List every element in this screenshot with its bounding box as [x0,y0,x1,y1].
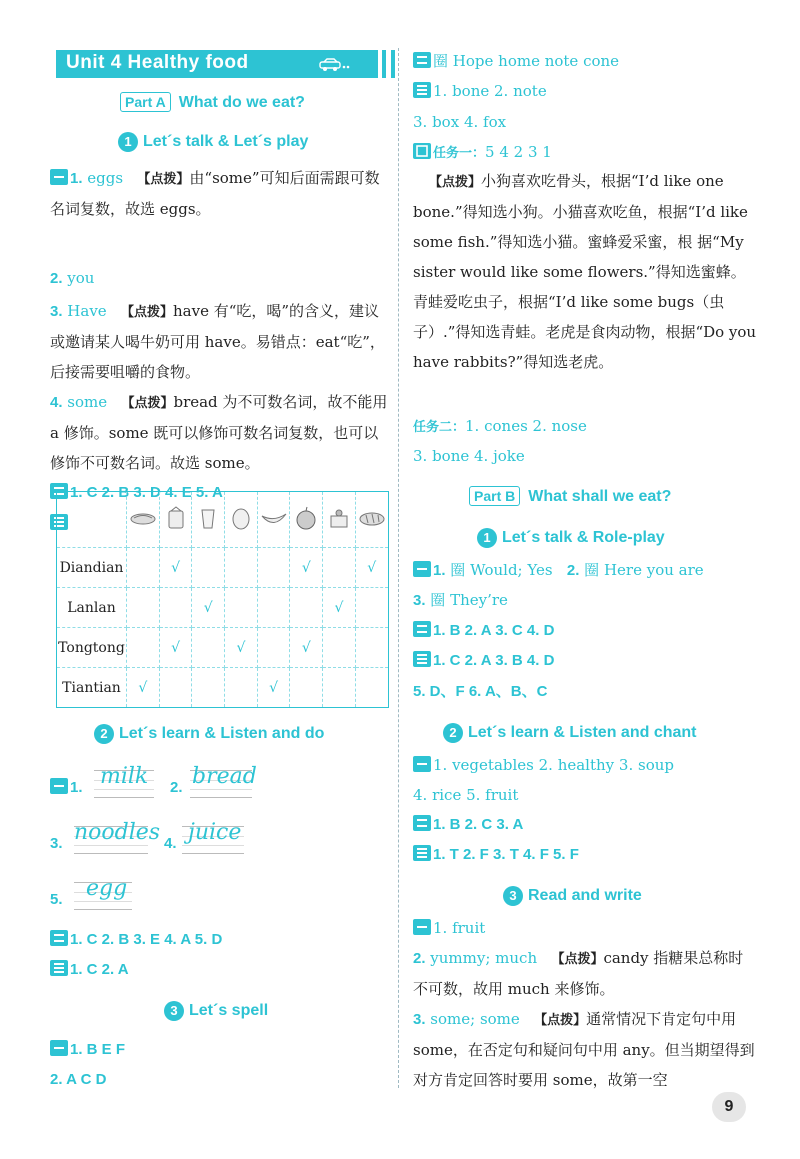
car-icon [316,58,350,72]
b1-q3-answers-cont: 5. D、F 6. A、B、C [413,683,548,700]
handwriting-3-number: 3. [50,835,63,852]
handwriting-answer-5: egg [86,876,128,901]
milk-bag-icon [159,492,192,548]
section-1-title: Let´s talk & Let´s play [143,133,309,150]
table-row: Diandian √ √ √ [57,548,389,588]
b1-q1-answers: 1. 圈 Would; Yes 2. 圈 Here you are [413,560,704,581]
b2-q3-answers: 1. T 2. F 3. T 4. F 5. F [413,845,579,865]
section-1-heading [118,132,308,152]
section-b3-heading [503,886,642,906]
question-1-icon [413,561,431,577]
part-b-label: Part B [469,486,520,506]
b2-q2-answers: 1. B 2. C 3. A [413,815,523,835]
question-1-icon [413,919,431,935]
food-choice-table [56,491,389,708]
handwriting-answer-1: milk [100,764,149,789]
b2-q1-answers-cont: 4. rice 5. fruit [413,786,519,804]
section-b1-heading [477,528,665,548]
unit-title: Unit 4 Healthy food [66,52,249,73]
q1-item-3: 3. Have 【点拨】have 有“吃，喝”的含义，建议或邀请某人喝牛奶可用 have。易错点：eat“吃”，后接需要咀嚼的食物。 [50,302,385,381]
r-q4-explanation: 【点拨】小狗喜欢吃骨头，根据“I’d like one bone.”得知选小狗。小猫喜欢吃鱼，根据“I’d like some fish.”得知选小猫。蜜蜂爱采蜜，根 据“My sister would like some flowers.”得知选蜜蜂。青蛙爱吃虫子，根据“I’d like some bugs（虫子）.”得知选青蛙。老虎是食肉动物，根据“Do you have rabbits?”得知选老虎。 [413,172,757,371]
section-2-title: Let´s learn & Listen and do [119,725,325,742]
banana-icon [257,492,290,548]
section-number-icon: 3 [503,886,523,906]
part-b-title: What shall we eat? [528,488,672,505]
glass-icon [192,492,225,548]
handwriting-answer-2: bread [192,764,257,789]
section-number-icon: 1 [477,528,497,548]
part-a-label: Part A [120,92,171,112]
question-2-icon [413,815,431,831]
handwriting-4-number: 4. [164,835,177,852]
egg-icon [225,492,258,548]
question-1-icon [50,1040,68,1056]
section-3-heading [164,1001,268,1021]
question-3-icon [413,82,431,98]
b1-q3-answers: 1. C 2. A 3. B 4. D [413,651,554,671]
question-2-icon [413,621,431,637]
spell-q1-answers: 1. B E F [50,1040,125,1060]
unit-banner [56,50,378,78]
question-3-icon [413,651,431,667]
section-b3-title: Read and write [528,887,642,904]
section-number-icon: 2 [443,723,463,743]
question-1-icon [413,756,431,772]
r-q3-answers-cont: 3. box 4. fox [413,113,507,131]
q1-item-4: 4. some 【点拨】bread 为不可数名词，故不能用 a 修饰。some 既可以修饰可数名词复数，也可以修饰不可数名词。故选 some。 [50,393,388,472]
table-row: Tiantian √ √ [57,668,389,708]
cake-icon [323,492,356,548]
section-3-title: Let´s spell [189,1002,269,1019]
section2-q2-answers: 1. C 2. B 3. E 4. A 5. D [50,930,222,950]
section-b2-heading [443,723,696,743]
table-row: Lanlan √ √ [57,588,389,628]
part-a-title: What do we eat? [178,94,305,111]
section-b2-title: Let´s learn & Listen and chant [468,724,697,741]
question-3-icon [413,845,431,861]
fish-icon [127,492,160,548]
b3-q1-answers: 1. fruit [413,918,485,938]
table-row: Tongtong √ √ √ [57,628,389,668]
section-b1-title: Let´s talk & Role-play [502,529,665,546]
r-q2-circle-words: 圈 Hope home note cone [413,51,619,71]
handwriting-answer-3: noodles [74,820,161,845]
column-divider [398,48,399,1088]
part-b-heading [469,486,671,506]
handwriting-1-number: 1. [50,778,83,798]
question-1-icon [50,778,68,794]
bread-icon [355,492,388,548]
q1-item-2: 2. you [50,269,95,287]
question-2-icon [50,930,68,946]
apple-icon [290,492,323,548]
section2-q3-answers: 1. C 2. A [50,960,129,980]
b2-q1-answers: 1. vegetables 2. healthy 3. soup [413,755,674,775]
question-2-icon [413,52,431,68]
handwriting-2-number: 2. [170,779,183,796]
table-header-row [57,492,389,548]
question-3-icon [50,960,68,976]
page-number: 9 [712,1092,746,1122]
section-number-icon: 1 [118,132,138,152]
question-1-icon [50,165,68,181]
banner-bars [380,50,398,78]
section-number-icon: 2 [94,724,114,744]
r-q4-task1: 任务一：5 4 2 3 1 [413,142,552,163]
b3-q1-item-2: 2. yummy; much 【点拨】candy 指糖果总称时不可数，故用 much 来修饰。 [413,949,744,998]
r-q3-answers: 1. bone 2. note [413,81,547,101]
handwriting-5-number: 5. [50,891,63,908]
question-4-icon [413,143,431,159]
q2-answers: 1. C 2. B 3. D 4. E 5. A [50,483,223,503]
handwriting-answer-4: juice [188,820,242,845]
b1-q1-answers-cont: 3. 圈 They’re [413,591,508,609]
q1-item-1: 1. eggs 【点拨】由“some”可知后面需跟可数名词复数，故选 eggs。 [50,163,390,224]
section-number-icon: 3 [164,1001,184,1021]
part-a-heading [120,92,305,112]
r-q4-task2: 任务二：1. cones 2. nose [413,417,587,435]
section-2-heading [94,724,324,744]
b3-q1-item-3: 3. some; some 【点拨】通常情况下肯定句中用 some，在否定句和疑问句中用 any。但当期望得到对方肯定回答时要用 some，故第一空 [413,1010,755,1089]
r-q4-task2-cont: 3. bone 4. joke [413,447,525,465]
b1-q2-answers: 1. B 2. A 3. C 4. D [413,621,554,641]
spell-q2-answers: 2. A C D [50,1071,107,1088]
